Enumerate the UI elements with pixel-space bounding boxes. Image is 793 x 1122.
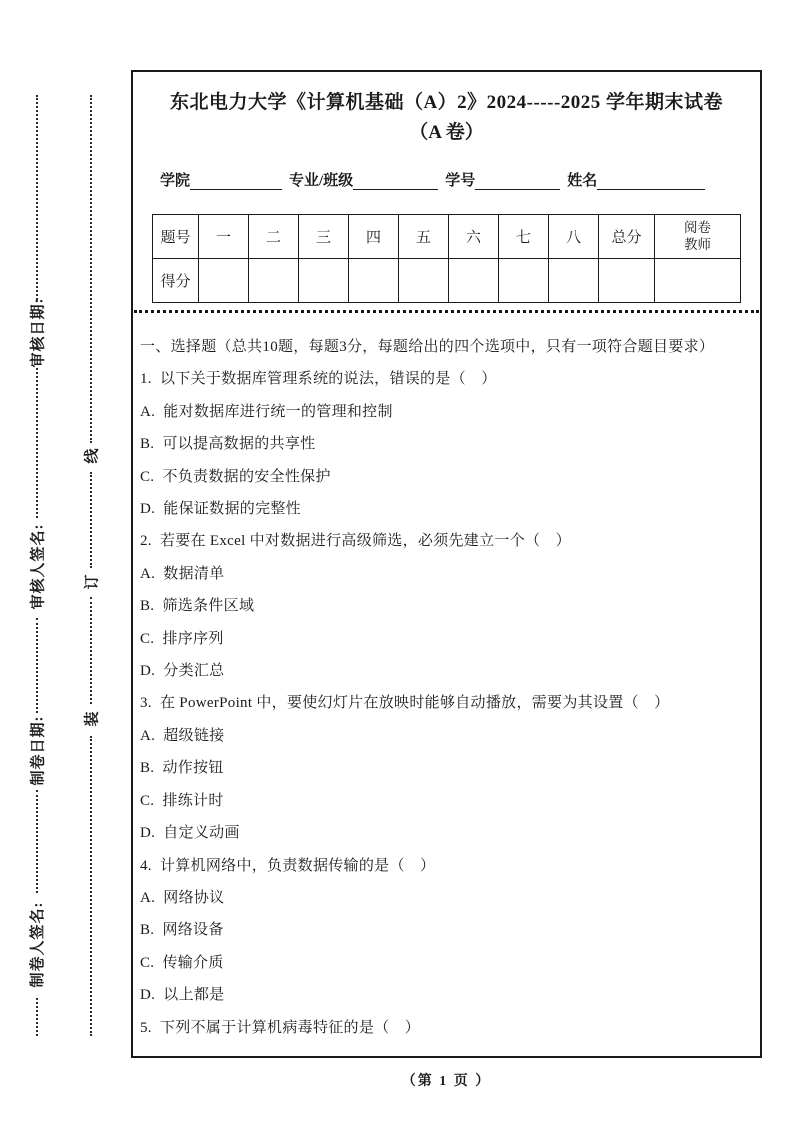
- page-number: （第 1 页 ）: [401, 1074, 492, 1089]
- dotted-line: [36, 95, 38, 300]
- binding-char-ding: 订: [84, 573, 101, 590]
- col-header-8: 八: [549, 215, 599, 259]
- dotted-line: [90, 597, 92, 704]
- question-2-option-d: D. 分类汇总: [140, 663, 225, 680]
- score-row: [153, 259, 741, 303]
- question-1-option-c: C. 不负责数据的安全性保护: [140, 468, 331, 485]
- student-id-blank-line: [475, 171, 560, 190]
- question-4-option-b: B. 网络设备: [140, 922, 224, 939]
- question-1-text: 1. 以下关于数据库管理系统的说法，错误的是（ ）: [140, 371, 497, 388]
- question-3-option-d: D. 自定义动画: [140, 825, 240, 842]
- score-corner-cell: 得分: [153, 259, 199, 303]
- grader-blank-cell: [655, 259, 741, 303]
- main-sheet: [131, 70, 762, 1058]
- question-4-text: 4. 计算机网络中，负责数据传输的是（ ）: [140, 857, 436, 874]
- col-header-5: 五: [399, 215, 449, 259]
- question-4-option-c: C. 传输介质: [140, 954, 224, 971]
- question-5-text: 5. 下列不属于计算机病毒特征的是（ ）: [140, 1019, 421, 1036]
- dotted-separator: [134, 310, 759, 313]
- reviewer-signature-label: 审核人签名:: [30, 523, 47, 610]
- score-cell-8: [549, 259, 599, 303]
- review-date-label: 审核日期:: [30, 297, 47, 368]
- section-title: 一、选择题（总共10题，每题3分，每题给出的四个选项中，只有一项符合题目要求）: [140, 339, 715, 355]
- grader-header-cell: [655, 215, 741, 259]
- question-2-option-a: A. 数据清单: [140, 565, 225, 582]
- binding-char-zhuang: 装: [84, 710, 101, 727]
- dotted-line: [90, 736, 92, 1036]
- dotted-line: [36, 618, 38, 713]
- question-3-option-c: C. 排练计时: [140, 792, 224, 809]
- col-header-total: 总分: [599, 215, 655, 259]
- college-label: 学院: [160, 173, 191, 189]
- paper-making-date-label: 制卷日期:: [30, 715, 47, 786]
- student-info-row: [160, 166, 736, 190]
- question-2-option-b: B. 筛选条件区域: [140, 598, 255, 615]
- college-blank-line: [190, 171, 282, 190]
- col-header-6: 六: [449, 215, 499, 259]
- score-cell-1: [199, 259, 249, 303]
- question-3-option-a: A. 超级链接: [140, 727, 225, 744]
- score-table-header-row: [153, 215, 741, 259]
- question-3-option-b: B. 动作按钮: [140, 760, 224, 777]
- questions-area: [140, 331, 752, 1044]
- major-class-label: 专业/班级: [289, 173, 354, 189]
- score-cell-2: [249, 259, 299, 303]
- question-4-option-a: A. 网络协议: [140, 889, 225, 906]
- name-blank-line: [597, 171, 705, 190]
- question-number-corner-cell: 题号: [153, 215, 199, 259]
- question-1-option-d: D. 能保证数据的完整性: [140, 501, 301, 518]
- question-2-text: 2. 若要在 Excel 中对数据进行高级筛选，必须先建立一个（ ）: [140, 533, 571, 550]
- question-4-option-d: D. 以上都是: [140, 987, 225, 1004]
- question-2-option-c: C. 排序序列: [140, 630, 224, 647]
- score-table: [152, 214, 741, 303]
- question-1-option-a: A. 能对数据库进行统一的管理和控制: [140, 403, 393, 420]
- dotted-line: [36, 368, 38, 518]
- dotted-line: [36, 790, 38, 893]
- question-1-option-b: B. 可以提高数据的共享性: [140, 436, 316, 453]
- question-3-text: 3. 在 PowerPoint 中，要使幻灯片在放映时能够自动播放，需要为其设置（ ）: [140, 695, 670, 712]
- major-class-blank-line: [353, 171, 438, 190]
- col-header-4: 四: [349, 215, 399, 259]
- col-header-7: 七: [499, 215, 549, 259]
- paper-maker-signature-label: 制卷人签名:: [30, 901, 46, 988]
- dotted-line: [90, 472, 92, 568]
- student-id-label: 学号: [445, 173, 476, 189]
- grader-label: 阅卷教师: [684, 220, 711, 252]
- exam-title-line2: （A 卷）: [409, 122, 484, 143]
- score-cell-7: [499, 259, 549, 303]
- col-header-1: 一: [199, 215, 249, 259]
- dotted-line: [90, 95, 92, 443]
- exam-title-line1: 东北电力大学《计算机基础（A）2》2024-----2025 学年期末试卷: [169, 92, 724, 113]
- col-header-3: 三: [299, 215, 349, 259]
- dotted-line: [36, 998, 38, 1036]
- score-cell-6: [449, 259, 499, 303]
- score-cell-4: [349, 259, 399, 303]
- score-cell-3: [299, 259, 349, 303]
- name-label: 姓名: [567, 173, 598, 189]
- binding-char-xian: 线: [84, 447, 101, 464]
- score-cell-total: [599, 259, 655, 303]
- score-cell-5: [399, 259, 449, 303]
- col-header-2: 二: [249, 215, 299, 259]
